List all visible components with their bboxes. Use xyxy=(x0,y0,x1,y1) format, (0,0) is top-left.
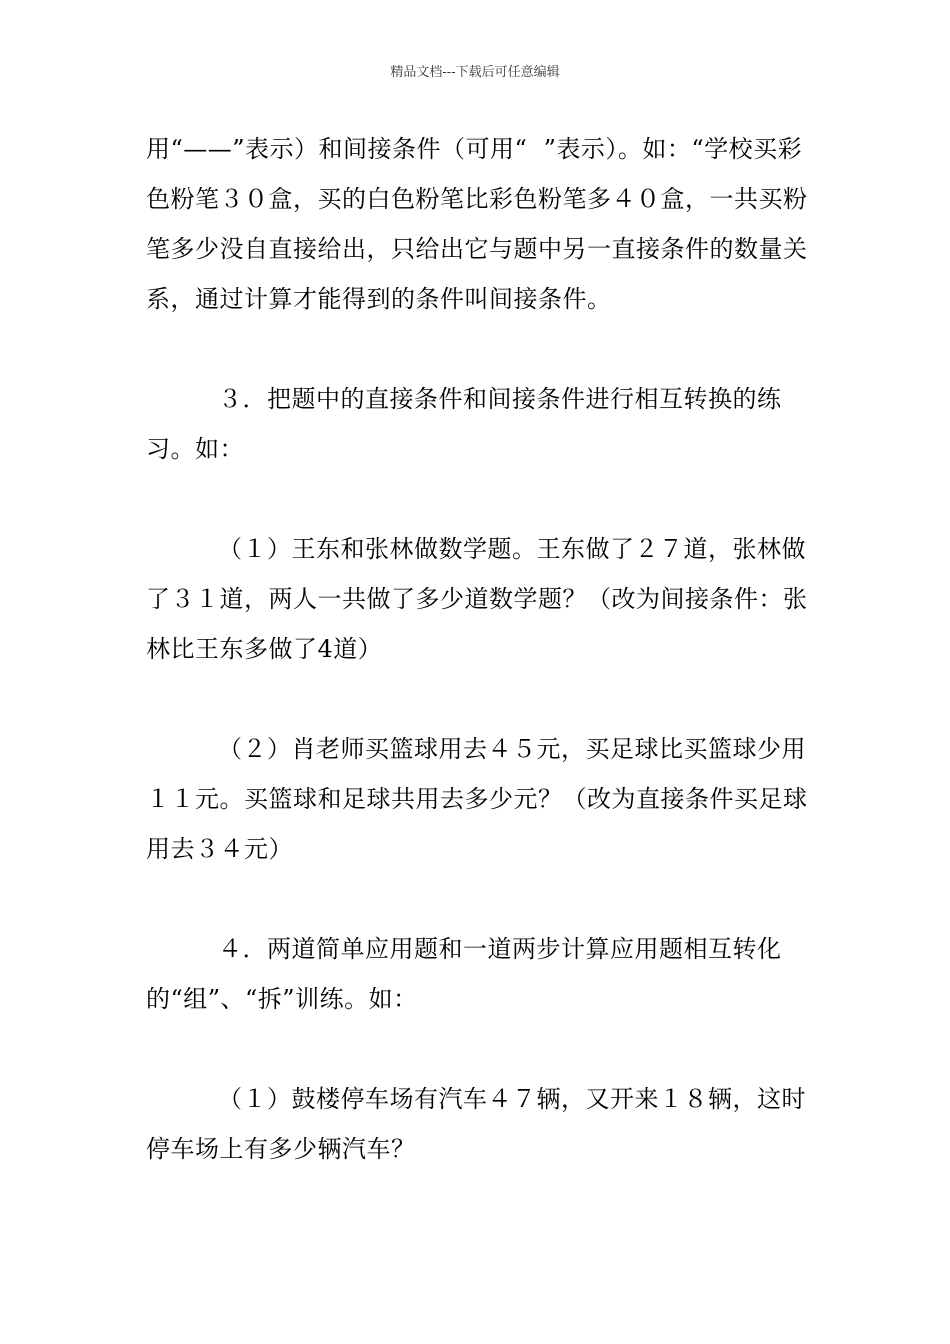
paragraph-example-3-1: （１）王东和张林做数学题。王东做了２７道，张林做了３１道，两人一共做了多少道数学题？（改为间接条件：张林比王东多做了4道） xyxy=(146,535,808,663)
page-header: 精品文档---下载后可任意编辑 xyxy=(390,65,560,80)
document-body xyxy=(146,124,808,1174)
paragraph-example-4-1: （１）鼓楼停车场有汽车４７辆，又开来１８辆，这时停车场上有多少辆汽车？ xyxy=(146,1085,806,1163)
paragraph-item-3: ３．把题中的直接条件和间接条件进行相互转换的练习。如： xyxy=(146,385,782,463)
paragraph-conditions-explanation: 用“——”表示）和间接条件（可用“ ”表示）。如：“学校买彩色粉笔３０盒，买的白色粉笔比彩色粉笔多４０盒，一共买粉笔多少没自直接给出，只给出它与题中另一直接条件的数量关系，通过计算才能得到的条件叫间接条件。 xyxy=(146,135,808,313)
paragraph-item-4: ４．两道简单应用题和一道两步计算应用题相互转化的“组”、“拆”训练。如： xyxy=(146,935,782,1013)
paragraph-example-3-2: （２）肖老师买篮球用去４５元，买足球比买篮球少用１１元。买篮球和足球共用去多少元？（改为直接条件买足球用去３４元） xyxy=(146,735,808,863)
